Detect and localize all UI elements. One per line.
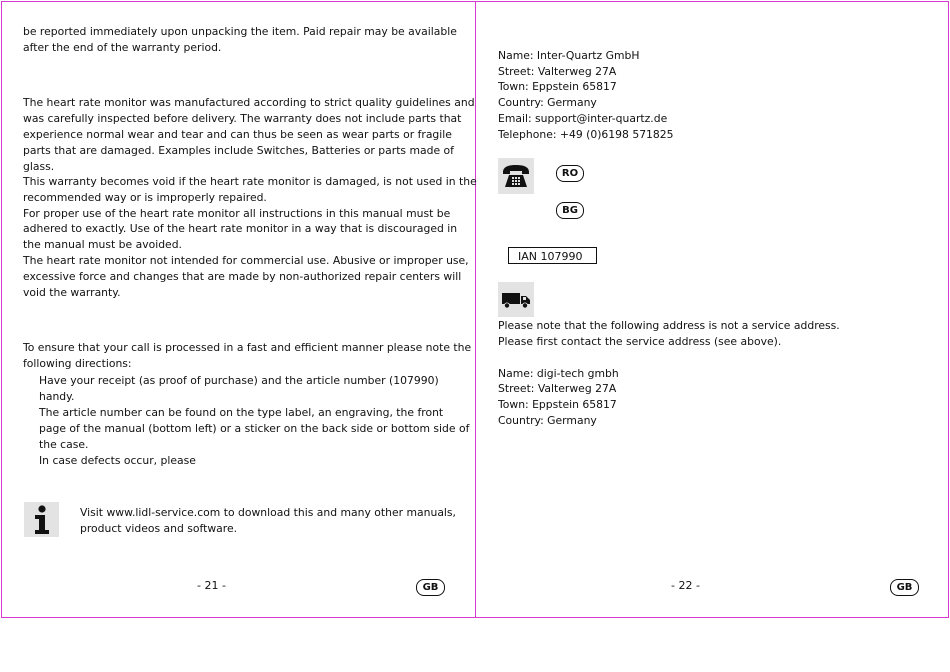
notice-line-2: Please first contact the service address (see above). bbox=[498, 335, 782, 348]
info-text-line-2: product videos and software. bbox=[80, 522, 238, 535]
telephone-icon bbox=[498, 158, 534, 194]
country-badge-left: GB bbox=[416, 579, 445, 596]
directions-intro-line-2: following directions: bbox=[23, 357, 132, 370]
return-address-line-3: Town: Eppstein 65817 bbox=[498, 398, 617, 411]
warranty-scope-line-8: For proper use of the heart rate monitor all instructions in this manual must be bbox=[23, 207, 451, 220]
info-icon bbox=[24, 502, 59, 537]
service-address-line-1: Name: Inter-Quartz GmbH bbox=[498, 49, 640, 62]
warranty-scope-line-3: experience normal wear and tear and can thus be seen as wear parts or fragile bbox=[23, 128, 452, 141]
page-number-right: - 22 - bbox=[671, 579, 700, 592]
service-address-line-3: Town: Eppstein 65817 bbox=[498, 80, 617, 93]
directions-item-line-2: handy. bbox=[39, 390, 75, 403]
directions-item-line-4: page of the manual (bottom left) or a sticker on the back side or bottom side of bbox=[39, 422, 470, 435]
truck-icon bbox=[498, 282, 534, 317]
service-address-line-2: Street: Valterweg 27A bbox=[498, 65, 617, 78]
ian-number: IAN 107990 bbox=[508, 247, 597, 264]
return-address-line-4: Country: Germany bbox=[498, 414, 597, 427]
country-badge-right: GB bbox=[890, 579, 919, 596]
service-address-line-4: Country: Germany bbox=[498, 96, 597, 109]
notice-line-1: Please note that the following address is not a service address. bbox=[498, 319, 840, 332]
warranty-scope-line-13: void the warranty. bbox=[23, 286, 121, 299]
country-badge-ro: RO bbox=[556, 165, 584, 182]
return-address-line-1: Name: digi-tech gmbh bbox=[498, 367, 619, 380]
warranty-scope-line-9: adhered to exactly. Use of the heart rate monitor in a way that is discouraged in bbox=[23, 222, 458, 235]
warranty-scope-line-2: was carefully inspected before delivery. The warranty does not include parts that bbox=[23, 112, 462, 125]
warranty-scope-line-12: excessive force and changes that are made by non-authorized repair centers will bbox=[23, 270, 462, 283]
directions-item-line-6: In case defects occur, please bbox=[39, 454, 196, 467]
warranty-scope-line-7: recommended way or is improperly repaired. bbox=[23, 191, 267, 204]
directions-item-line-5: the case. bbox=[39, 438, 89, 451]
directions-item-line-1: Have your receipt (as proof of purchase) and the article number (107990) bbox=[39, 374, 439, 387]
left-page-frame bbox=[1, 1, 476, 618]
service-address-line-5: Email: support@inter-quartz.de bbox=[498, 112, 668, 125]
directions-item-line-3: The article number can be found on the type label, an engraving, the front bbox=[39, 406, 444, 419]
info-text-line-1: Visit www.lidl-service.com to download this and many other manuals, bbox=[80, 506, 456, 519]
country-badge-bg: BG bbox=[556, 202, 584, 219]
warranty-scope-line-10: the manual must be avoided. bbox=[23, 238, 182, 251]
warranty-scope-line-1: The heart rate monitor was manufactured according to strict quality guidelines and bbox=[23, 96, 475, 109]
page-number-left: - 21 - bbox=[197, 579, 226, 592]
warranty-scope-line-5: glass. bbox=[23, 160, 55, 173]
directions-intro-line-1: To ensure that your call is processed in a fast and efficient manner please note the bbox=[23, 341, 472, 354]
warranty-scope-line-11: The heart rate monitor not intended for commercial use. Abusive or improper use, bbox=[23, 254, 469, 267]
service-address-line-6: Telephone: +49 (0)6198 571825 bbox=[498, 128, 674, 141]
warranty-intro-line-2: after the end of the warranty period. bbox=[23, 41, 222, 54]
warranty-intro-line-1: be reported immediately upon unpacking the item. Paid repair may be available bbox=[23, 25, 457, 38]
warranty-scope-line-6: This warranty becomes void if the heart rate monitor is damaged, is not used in the bbox=[23, 175, 477, 188]
warranty-scope-line-4: parts that are damaged. Examples include Switches, Batteries or parts made of bbox=[23, 144, 454, 157]
return-address-line-2: Street: Valterweg 27A bbox=[498, 382, 617, 395]
